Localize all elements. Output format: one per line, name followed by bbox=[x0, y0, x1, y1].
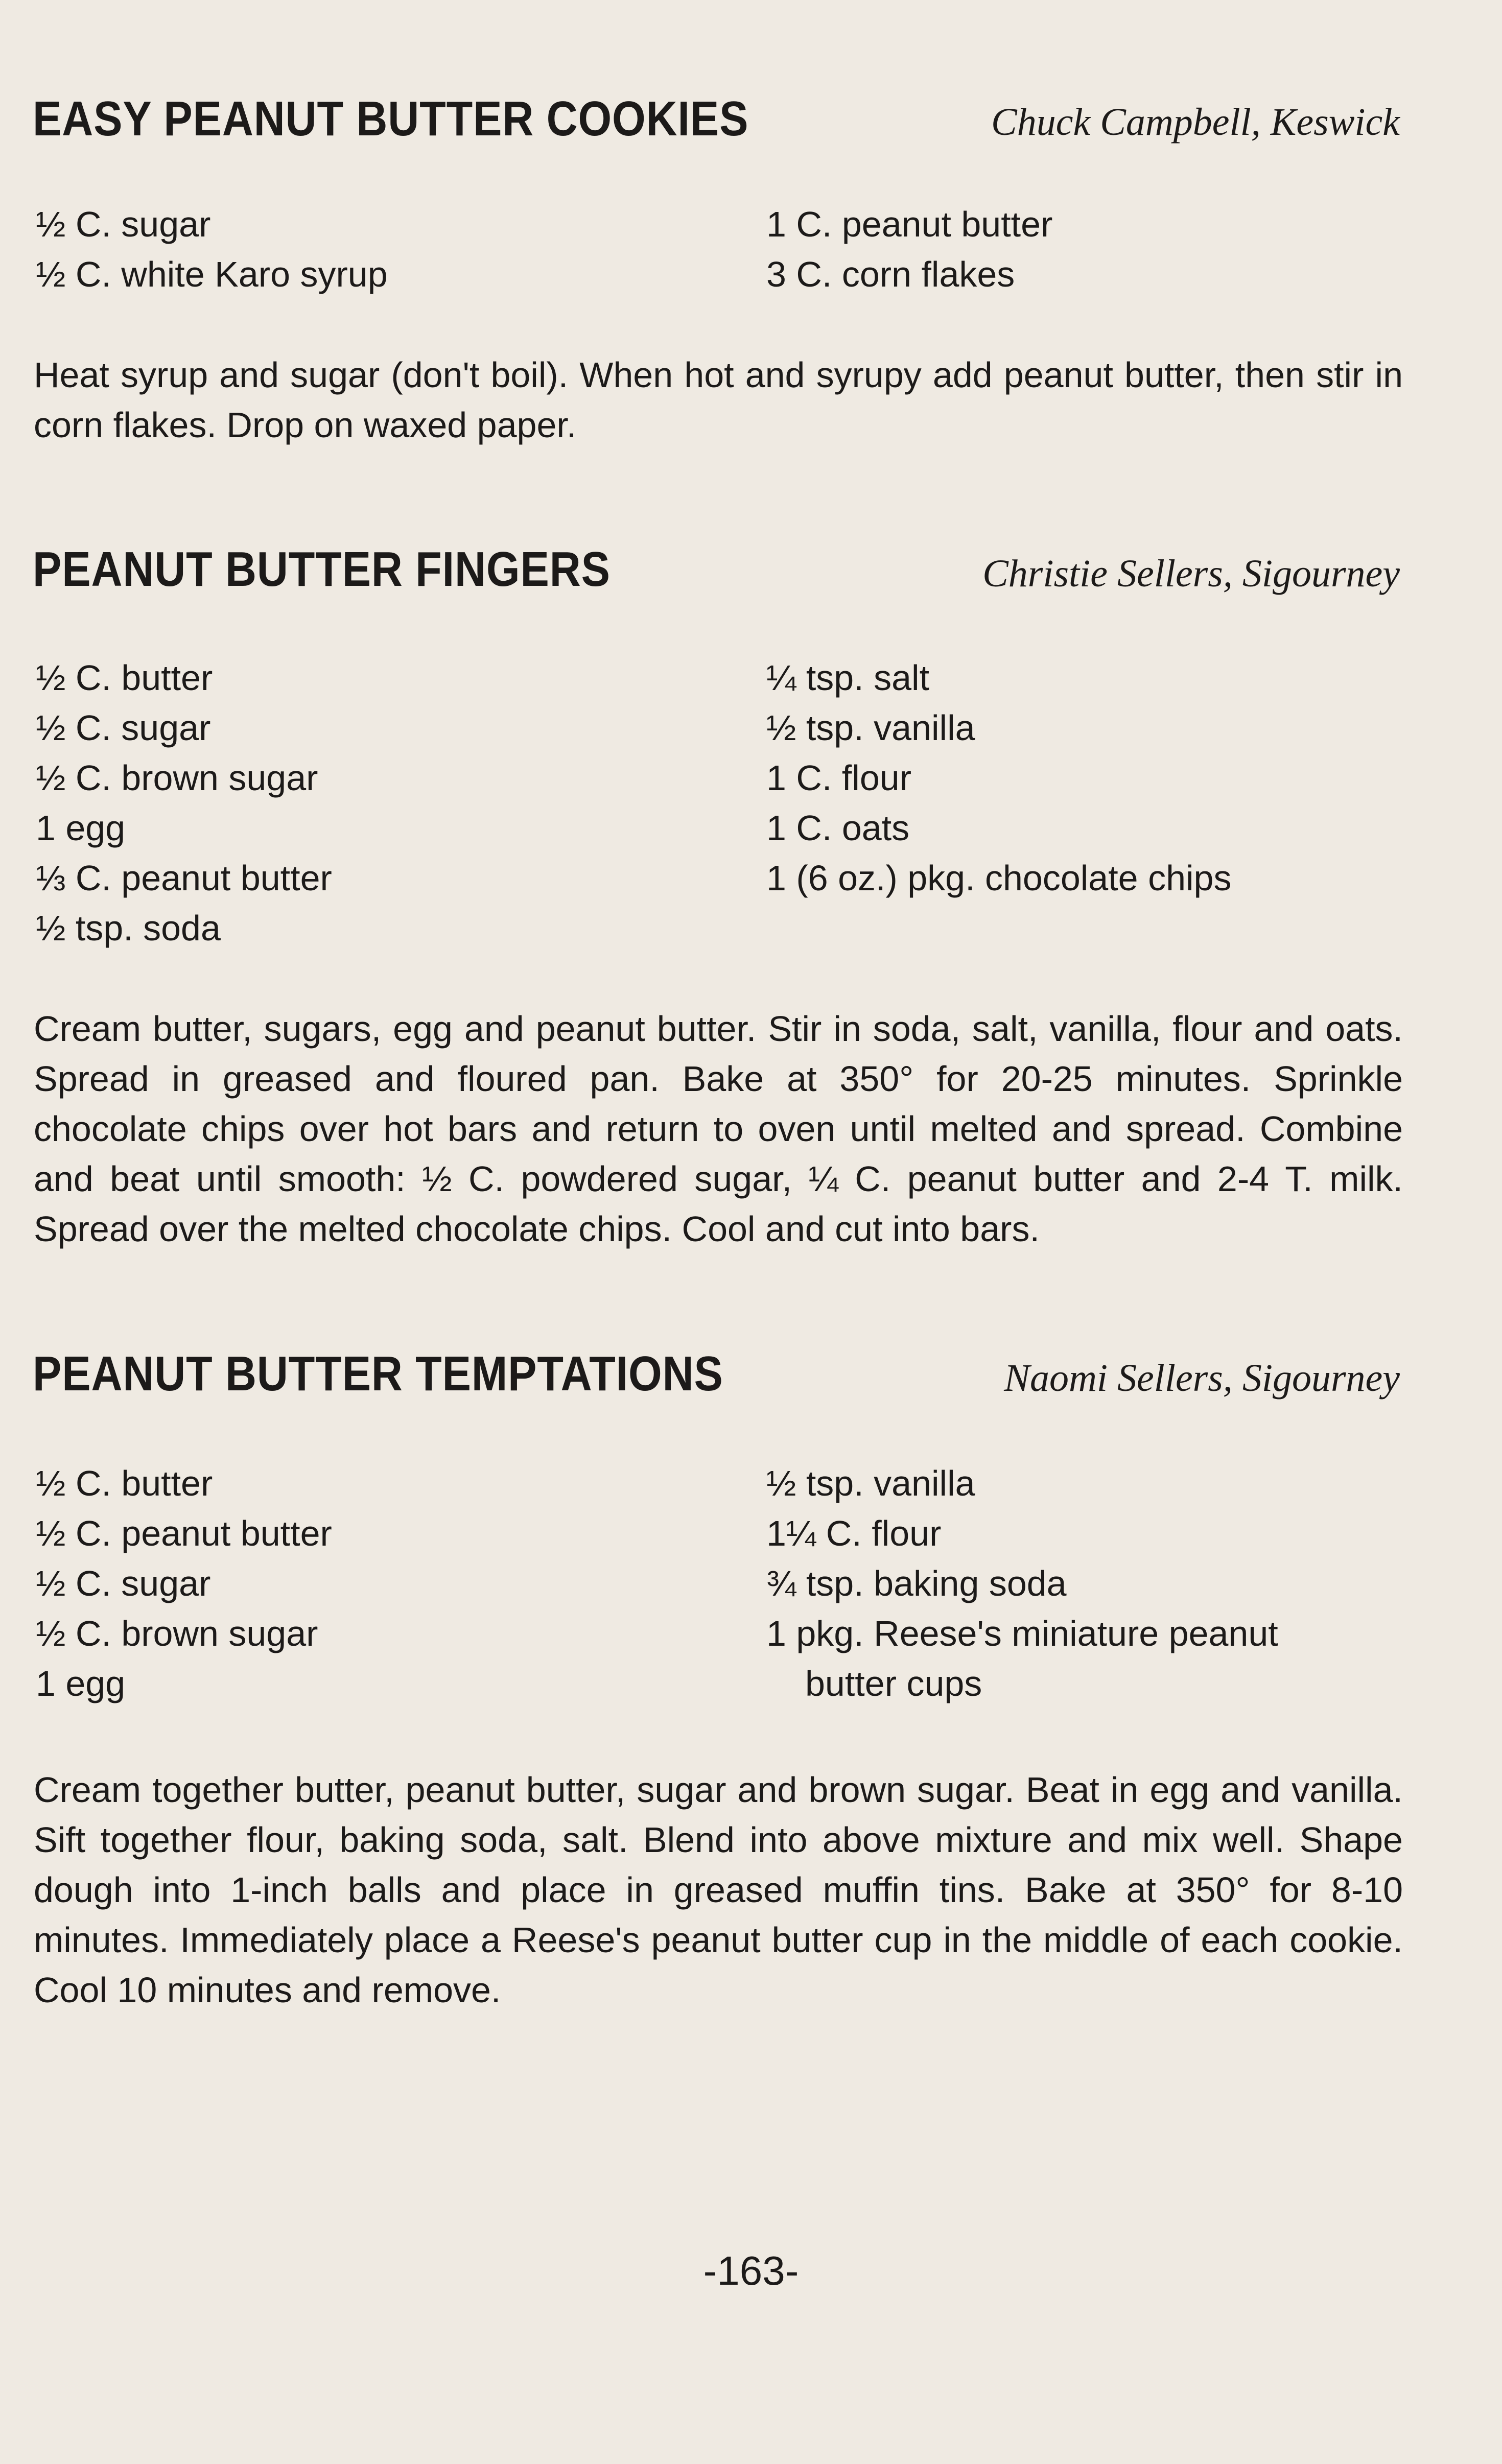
ingredient-item: 1 pkg. Reese's miniature peanut bbox=[766, 1614, 1278, 1653]
recipe-author: Christie Sellers, Sigourney bbox=[982, 552, 1400, 595]
ingredient-item: ½ tsp. soda bbox=[36, 908, 221, 948]
ingredient-item: butter cups bbox=[805, 1664, 982, 1703]
ingredient-item: ½ C. brown sugar bbox=[36, 1614, 318, 1653]
ingredients-right bbox=[766, 1458, 1278, 1709]
recipe-title: PEANUT BUTTER FINGERS bbox=[33, 542, 611, 597]
recipe-instructions: Heat syrup and sugar (don't boil). When hot and syrupy add peanut butter, then stir in corn flakes. Drop on waxed paper. bbox=[34, 355, 1403, 445]
ingredient-item: 1 egg bbox=[36, 1664, 126, 1703]
ingredient-item: 3 C. corn flakes bbox=[766, 254, 1015, 294]
ingredient-item: 1 C. oats bbox=[766, 808, 910, 848]
ingredient-item: 1 egg bbox=[36, 808, 126, 848]
ingredients-right bbox=[766, 199, 1052, 299]
ingredients-left bbox=[36, 199, 388, 299]
ingredient-item: 1 C. peanut butter bbox=[766, 204, 1053, 244]
recipe-author: Chuck Campbell, Keswick bbox=[991, 101, 1400, 144]
recipe-title: PEANUT BUTTER TEMPTATIONS bbox=[33, 1346, 723, 1401]
ingredient-item: ¼ tsp. salt bbox=[766, 658, 930, 698]
ingredient-item: 1¼ C. flour bbox=[766, 1513, 942, 1553]
ingredients-left bbox=[36, 653, 332, 953]
ingredient-item: ½ C. white Karo syrup bbox=[36, 254, 388, 294]
ingredient-item: ½ C. brown sugar bbox=[36, 758, 318, 798]
recipe-title: EASY PEANUT BUTTER COOKIES bbox=[33, 91, 749, 146]
recipe-author: Naomi Sellers, Sigourney bbox=[1004, 1357, 1400, 1400]
recipe-instructions: Cream together butter, peanut butter, sugar and brown sugar. Beat in egg and vanilla. Sift together flour, baking soda, salt. Blend into above mixture and mix well. Shape dough into 1-inch balls and place in greased muffin tins. Bake at 350° for 8-10 minutes. Immediately place a Reese's peanut butter cup in the middle of each cookie. Cool 10 minutes and remove. bbox=[34, 1770, 1403, 2010]
ingredient-item: ½ C. butter bbox=[36, 658, 213, 698]
ingredient-item: ½ C. butter bbox=[36, 1463, 213, 1503]
ingredient-item: 1 C. flour bbox=[766, 758, 911, 798]
ingredients-left bbox=[36, 1458, 332, 1709]
ingredients-right bbox=[766, 653, 1231, 903]
recipe-instructions: Cream butter, sugars, egg and peanut butter. Stir in soda, salt, vanilla, flour and oats. Spread in greased and floured pan. Bake at 350° for 20-25 minutes. Sprinkle chocolate chips over hot bars and return to oven until melted and spread. Combine and beat until smooth: ½ C. powdered sugar, ¼ C. peanut butter and 2-4 T. milk. Spread over the melted chocolate chips. Cool and cut into bars. bbox=[34, 1009, 1403, 1249]
ingredient-item: ½ C. sugar bbox=[36, 708, 211, 748]
ingredient-item: ½ tsp. vanilla bbox=[766, 1463, 975, 1503]
ingredient-item: ⅓ C. peanut butter bbox=[36, 858, 332, 898]
ingredient-item: ½ tsp. vanilla bbox=[766, 708, 975, 748]
ingredient-item: ½ C. sugar bbox=[36, 204, 211, 244]
ingredient-item: ¾ tsp. baking soda bbox=[766, 1563, 1067, 1603]
ingredient-item: ½ C. sugar bbox=[36, 1563, 211, 1603]
ingredient-item: ½ C. peanut butter bbox=[36, 1513, 332, 1553]
page-number: -163- bbox=[703, 2248, 799, 2293]
ingredient-item: 1 (6 oz.) pkg. chocolate chips bbox=[766, 858, 1232, 898]
